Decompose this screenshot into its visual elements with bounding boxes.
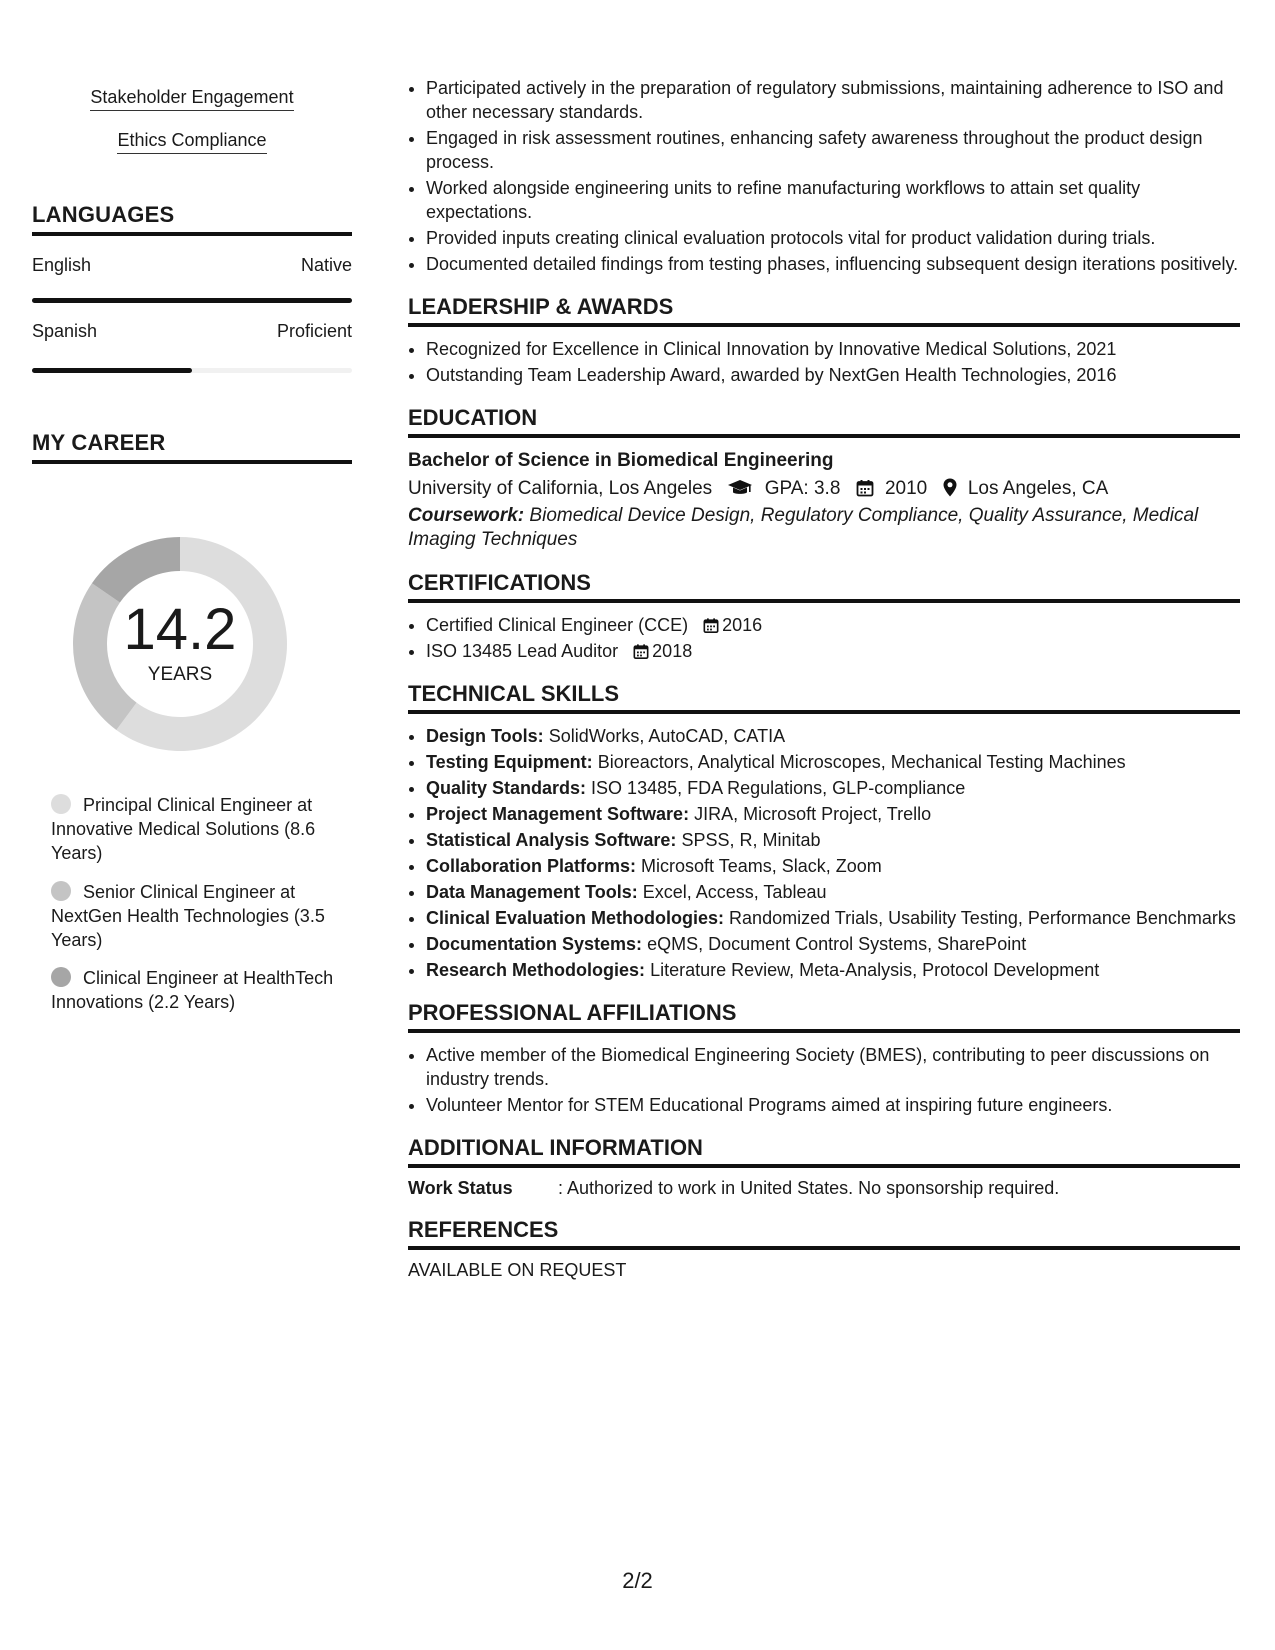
list-item: • Active member of the Biomedical Engineering Society (BMES), contributing to peer discussions on industry trends. [426, 1043, 1240, 1091]
technical-skills-list [408, 724, 1240, 982]
list-item: • Recognized for Excellence in Clinical Innovation by Innovative Medical Solutions, 2021 [426, 337, 1240, 361]
skill-label: Data Management Tools: [426, 882, 638, 902]
skill-value: ISO 13485, FDA Regulations, GLP-compliance [591, 778, 966, 798]
list-item [426, 613, 1240, 637]
certification-name: Certified Clinical Engineer (CCE) [426, 615, 689, 635]
career-total-value: 14.2 [123, 597, 237, 662]
skill-label: Testing Equipment: [426, 752, 593, 772]
language-bar [32, 368, 352, 373]
legend-dot-icon [51, 794, 71, 814]
legend-dot-icon [51, 967, 71, 987]
list-item: • Participated actively in the preparation of regulatory submissions, maintaining adherence to ISO and other necessary standards. [426, 76, 1240, 124]
education-gpa: GPA: 3.8 [764, 478, 841, 499]
list-item: • Worked alongside engineering units to refine manufacturing workflows to attain set quality expectations. [426, 176, 1240, 224]
skill-value: eQMS, Document Control Systems, SharePoint [647, 934, 1027, 954]
education-location: Los Angeles, CA [967, 478, 1109, 499]
skill-label: Clinical Evaluation Methodologies: [426, 908, 725, 928]
list-item: • Provided inputs creating clinical evaluation protocols vital for product validation during trials. [426, 226, 1240, 250]
skill-value: Literature Review, Meta-Analysis, Protocol Development [650, 960, 1100, 980]
list-item: • Documented detailed findings from testing phases, influencing subsequent design iterations positively. [426, 252, 1240, 276]
skill-label: Project Management Software: [426, 804, 690, 824]
graduation-cap-icon [727, 479, 753, 497]
career-total-unit: YEARS [147, 664, 213, 685]
skill-label: Collaboration Platforms: [426, 856, 637, 876]
list-item [426, 724, 1240, 748]
certification-year: 2018 [652, 641, 693, 661]
coursework-label: Coursework: [408, 505, 525, 526]
technical-skills-heading: TECHNICAL SKILLS [408, 681, 1240, 714]
references-heading: REFERENCES [408, 1217, 1240, 1250]
list-item: • Outstanding Team Leadership Award, awarded by NextGen Health Technologies, 2016 [426, 363, 1240, 387]
skill-label: Research Methodologies: [426, 960, 646, 980]
skill-tag: Ethics Compliance [32, 129, 352, 151]
legend-dot-icon [51, 881, 71, 901]
list-item [426, 880, 1240, 904]
affiliations-heading: PROFESSIONAL AFFILIATIONS [408, 1000, 1240, 1033]
list-item [426, 802, 1240, 826]
calendar-icon [633, 643, 649, 660]
location-pin-icon [943, 478, 957, 497]
main-content [408, 76, 1240, 1281]
language-row [32, 321, 352, 342]
languages-heading: LANGUAGES [32, 202, 352, 236]
career-heading: MY CAREER [32, 430, 352, 464]
coursework-value: Biomedical Device Design, Regulatory Compliance, Quality Assurance, Medical Imaging Techniques [408, 505, 1199, 550]
list-item: • Engaged in risk assessment routines, enhancing safety awareness throughout the product design process. [426, 126, 1240, 174]
career-legend-item: Senior Clinical Engineer at NextGen Health Technologies (3.5 Years) [51, 882, 325, 950]
list-item: • Volunteer Mentor for STEM Educational Programs aimed at inspiring future engineers. [426, 1093, 1240, 1117]
skill-value: Bioreactors, Analytical Microscopes, Mechanical Testing Machines [597, 752, 1126, 772]
education-year: 2010 [884, 478, 928, 499]
language-bar [32, 298, 352, 303]
list-item [426, 639, 1240, 663]
skill-value: Excel, Access, Tableau [642, 882, 827, 902]
leadership-list [408, 337, 1240, 387]
language-bar-fill [32, 298, 352, 303]
language-bar-fill [32, 368, 192, 373]
education-heading: EDUCATION [408, 405, 1240, 438]
experience-bullets [408, 76, 1240, 276]
page-number: 2/2 [622, 1568, 653, 1593]
skill-value: SPSS, R, Minitab [681, 830, 821, 850]
list-item [426, 906, 1240, 930]
skill-tag: Stakeholder Engagement [32, 86, 352, 108]
skill-value: Randomized Trials, Usability Testing, Performance Benchmarks [729, 908, 1236, 928]
skill-label: Documentation Systems: [426, 934, 643, 954]
skill-label: Statistical Analysis Software: [426, 830, 677, 850]
certification-year: 2016 [722, 615, 763, 635]
language-name: Spanish [32, 321, 98, 341]
language-level: Proficient [276, 321, 352, 341]
certification-name: ISO 13485 Lead Auditor [426, 641, 619, 661]
career-total [66, 530, 294, 758]
certifications-list [408, 613, 1240, 663]
list-item [426, 750, 1240, 774]
leadership-heading: LEADERSHIP & AWARDS [408, 294, 1240, 327]
education-details [408, 474, 1240, 504]
education-school: University of California, Los Angeles [408, 478, 713, 499]
work-status-value: : Authorized to work in United States. No sponsorship required. [558, 1178, 1060, 1198]
calendar-icon [703, 617, 719, 634]
references-text: AVAILABLE ON REQUEST [408, 1260, 627, 1280]
skill-value: Microsoft Teams, Slack, Zoom [641, 856, 882, 876]
career-legend-item: Principal Clinical Engineer at Innovative Medical Solutions (8.6 Years) [51, 795, 316, 863]
skill-value: JIRA, Microsoft Project, Trello [694, 804, 932, 824]
affiliations-list [408, 1043, 1240, 1117]
language-name: English [32, 255, 92, 275]
education-coursework [408, 504, 1240, 552]
list-item [426, 932, 1240, 956]
skill-label: Design Tools: [426, 726, 544, 746]
work-status-label: Work Status [408, 1178, 513, 1198]
career-legend-item: Clinical Engineer at HealthTech Innovations (2.2 Years) [51, 968, 334, 1012]
skill-value: SolidWorks, AutoCAD, CATIA [548, 726, 786, 746]
language-row [32, 255, 352, 276]
calendar-icon [856, 479, 874, 497]
language-level: Native [300, 255, 352, 275]
list-item [426, 776, 1240, 800]
list-item [426, 854, 1240, 878]
skill-label: Quality Standards: [426, 778, 587, 798]
work-status-row [408, 1178, 1240, 1199]
additional-info-heading: ADDITIONAL INFORMATION [408, 1135, 1240, 1168]
list-item [426, 958, 1240, 982]
certifications-heading: CERTIFICATIONS [408, 570, 1240, 603]
education-degree: Bachelor of Science in Biomedical Engineering [408, 450, 834, 471]
list-item [426, 828, 1240, 852]
